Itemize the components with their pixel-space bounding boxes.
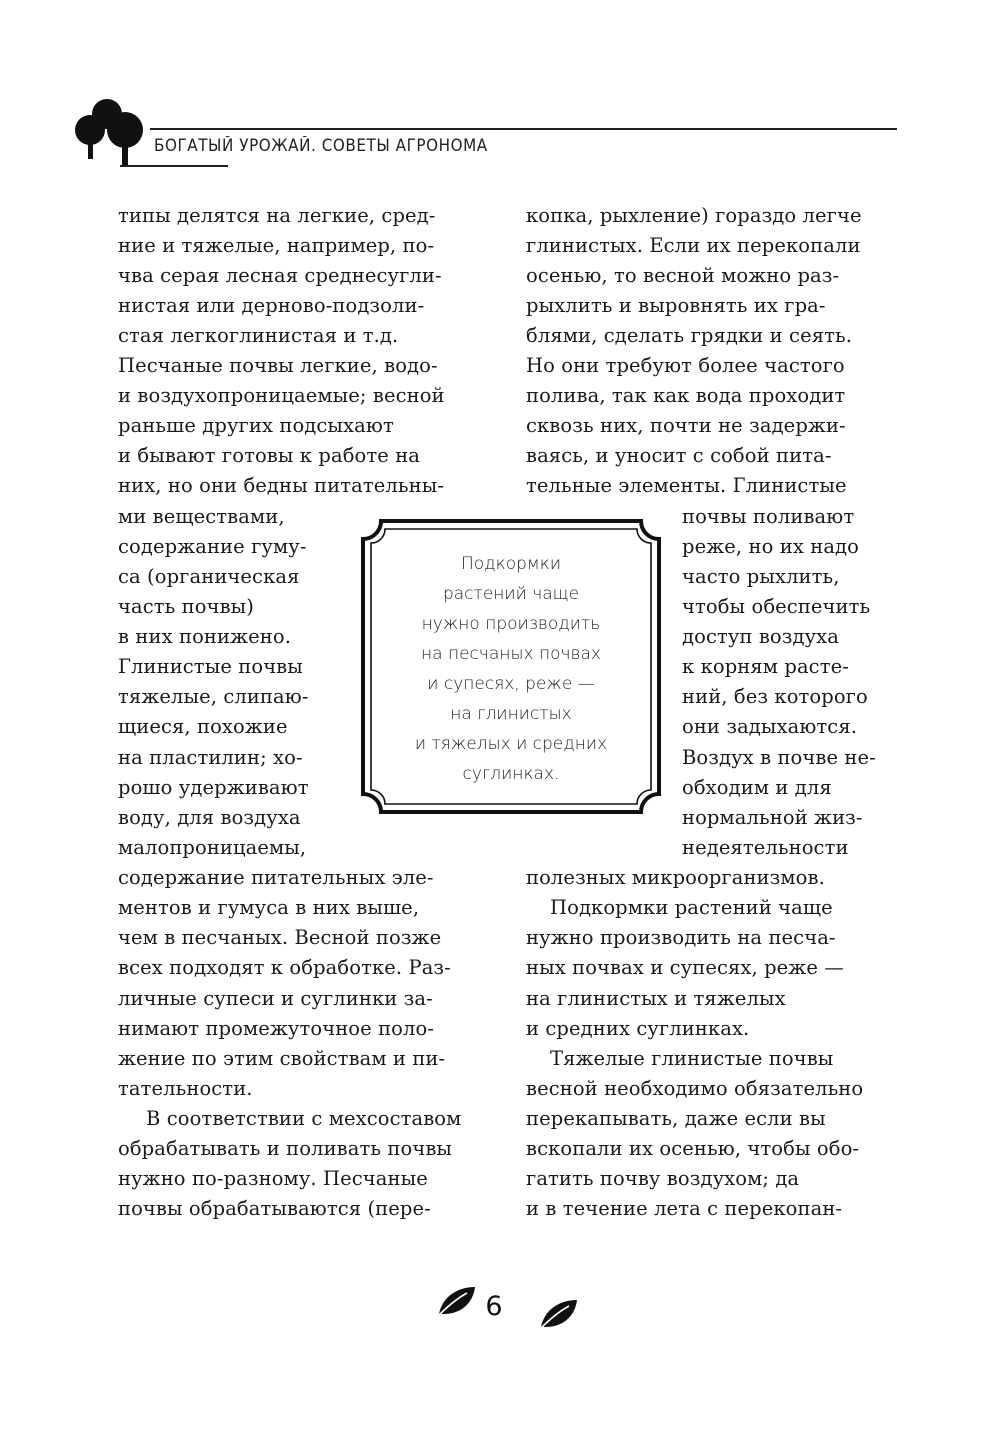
callout-line: и супесях, реже —	[427, 674, 595, 694]
callout-line: Подкормки	[460, 554, 562, 574]
right-line: реже, но их надо	[682, 535, 859, 558]
right-line: нормальной жиз-	[682, 806, 863, 829]
left-line: содержание питательных эле-	[118, 866, 434, 889]
left-line: Глинистые почвы	[118, 655, 303, 678]
left-line: и воздухопроницаемые; весной	[118, 384, 445, 407]
left-line: почвы обрабатываются (пере-	[118, 1197, 431, 1220]
right-line: гатить почву воздухом; да	[526, 1167, 800, 1190]
right-line: сквозь них, почти не задержи-	[526, 414, 846, 437]
left-line: жение по этим свойствам и пи-	[118, 1047, 446, 1070]
right-line: ний, без которого	[682, 685, 868, 708]
left-line: личные супеси и суглинки за-	[118, 987, 433, 1010]
left-line: чва серая лесная среднесугли-	[118, 264, 442, 287]
right-line: ных почвах и супесях, реже —	[526, 956, 844, 979]
left-line: нимают промежуточное поло-	[118, 1017, 435, 1040]
right-line: к корням расте-	[682, 655, 849, 678]
leaf-icon	[538, 1296, 580, 1330]
left-line: нужно по-разному. Песчаные	[118, 1167, 428, 1190]
callout-box	[359, 517, 663, 816]
right-line: осенью, то весной можно раз-	[526, 264, 840, 287]
right-line: Воздух в почве не-	[682, 746, 876, 769]
right-line: Но они требуют более частого	[526, 354, 845, 377]
right-line: Подкормки растений чаще	[550, 896, 833, 919]
trees-icon	[74, 92, 146, 172]
header-rule-top	[150, 128, 897, 130]
left-line: щиеся, похожие	[118, 715, 288, 738]
left-line: са (органическая	[118, 565, 300, 588]
left-line: всех подходят к обработке. Раз-	[118, 956, 451, 979]
right-line: и в течение лета с перекопан-	[526, 1197, 843, 1220]
right-line: глинистых. Если их перекопали	[526, 234, 861, 257]
callout-text	[381, 549, 641, 789]
left-line: часть почвы)	[118, 595, 254, 618]
right-line: перекапывать, даже если вы	[526, 1107, 826, 1130]
right-line: чтобы обеспечить	[682, 595, 871, 618]
running-title: БОГАТЫЙ УРОЖАЙ. СОВЕТЫ АГРОНОМА	[154, 136, 488, 155]
left-line: нистая или дерново-подзоли-	[118, 294, 425, 317]
right-line: часто рыхлить,	[682, 565, 840, 588]
left-line: Песчаные почвы легкие, водо-	[118, 354, 438, 377]
left-line: раньше других подсыхают	[118, 414, 394, 437]
left-line: типы делятся на легкие, сред-	[118, 204, 436, 227]
left-line: чем в песчаных. Весной позже	[118, 926, 442, 949]
right-line: они задыхаются.	[682, 715, 858, 738]
left-line: них, но они бедны питательны-	[118, 474, 445, 497]
right-line: недеятельности	[682, 836, 849, 859]
right-line: рыхлить и выровнять их гра-	[526, 294, 826, 317]
left-line: стая легкоглинистая и т.д.	[118, 324, 399, 347]
left-line: воду, для воздуха	[118, 806, 301, 829]
left-line: ментов и гумуса в них выше,	[118, 896, 420, 919]
left-line: тяжелые, слипаю-	[118, 685, 309, 708]
right-line: ваясь, и уносит с собой пита-	[526, 444, 832, 467]
callout-line: на глинистых	[450, 704, 572, 724]
callout-line: суглинках.	[462, 764, 560, 784]
left-line: в них понижено.	[118, 625, 292, 648]
right-line: почвы поливают	[682, 505, 855, 528]
left-line: В соответствии с мехсоставом	[146, 1107, 462, 1130]
left-line: малопроницаемы,	[118, 836, 307, 859]
callout-line: на песчаных почвах	[421, 644, 601, 664]
right-line: и средних суглинках.	[526, 1017, 750, 1040]
right-line: тельные элементы. Глинистые	[526, 474, 847, 497]
right-line: доступ воздуха	[682, 625, 839, 648]
right-line: копка, рыхление) гораздо легче	[526, 204, 862, 227]
left-line: и бывают готовы к работе на	[118, 444, 421, 467]
callout-line: и тяжелых и средних	[414, 734, 608, 754]
right-line: обходим и для	[682, 776, 832, 799]
left-line: ние и тяжелые, например, по-	[118, 234, 435, 257]
page-number: 6	[485, 1291, 503, 1322]
callout-line: нужно производить	[421, 614, 601, 634]
left-line: на пластилин; хо-	[118, 746, 303, 769]
left-line: обрабатывать и поливать почвы	[118, 1137, 453, 1160]
left-line: ми веществами,	[118, 505, 285, 528]
left-line: содержание гуму-	[118, 535, 307, 558]
right-line: вскопали их осенью, чтобы обо-	[526, 1137, 860, 1160]
right-line: Тяжелые глинистые почвы	[550, 1047, 834, 1070]
right-line: на глинистых и тяжелых	[526, 987, 786, 1010]
right-line: полива, так как вода проходит	[526, 384, 846, 407]
right-line: весной необходимо обязательно	[526, 1077, 864, 1100]
left-line: тательности.	[118, 1077, 253, 1100]
right-line: блями, сделать грядки и сеять.	[526, 324, 853, 347]
right-line: нужно производить на песча-	[526, 926, 836, 949]
callout-line: растений чаще	[442, 584, 580, 604]
header-rule-bottom	[120, 165, 228, 167]
left-line: рошо удерживают	[118, 776, 309, 799]
right-line: полезных микроорганизмов.	[526, 866, 825, 889]
